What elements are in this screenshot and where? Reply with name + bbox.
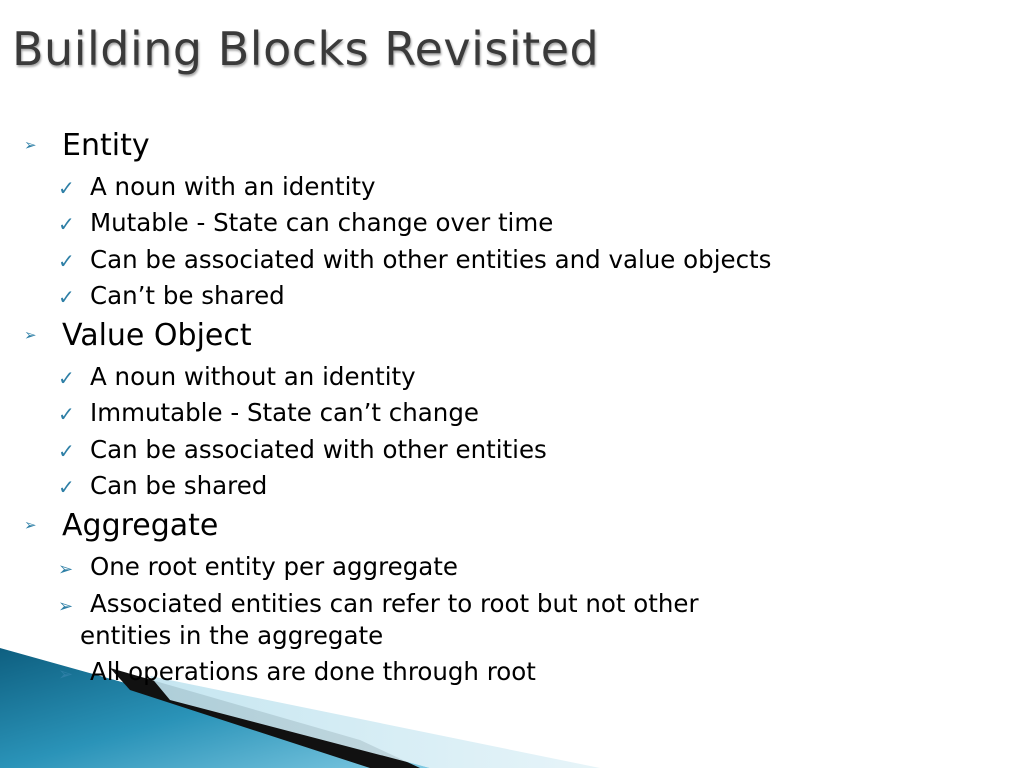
checkmark-icon: ✓	[58, 249, 75, 273]
list-item-text: Associated entities can refer to root but not other	[90, 589, 699, 618]
arrow-bullet-icon: ➢	[24, 325, 37, 344]
checkmark-icon: ✓	[58, 366, 75, 390]
list-item	[58, 588, 699, 623]
slide-title: Building Blocks Revisited	[12, 22, 600, 76]
list-item-text: All operations are done through root	[90, 657, 536, 686]
list-item	[58, 171, 375, 204]
list-item	[58, 244, 771, 277]
section-label: Entity	[62, 128, 150, 163]
list-item-text: entities in the aggregate	[80, 621, 384, 650]
list-item	[58, 207, 553, 240]
checkmark-icon: ✓	[58, 439, 75, 463]
checkmark-icon: ✓	[58, 212, 75, 236]
list-item-text: One root entity per aggregate	[90, 552, 458, 581]
arrow-bullet-icon: ➢	[24, 515, 37, 534]
arrow-bullet-icon: ➢	[24, 135, 37, 154]
list-item	[58, 397, 479, 430]
list-item	[58, 656, 536, 691]
list-item-text: A noun with an identity	[90, 172, 376, 201]
list-item-text: Mutable - State can change over time	[90, 208, 554, 237]
checkmark-icon: ✓	[58, 176, 75, 200]
list-item	[58, 434, 547, 467]
section-label: Aggregate	[62, 508, 219, 543]
list-item-text: Can be associated with other entities	[90, 435, 547, 464]
list-item-continuation	[80, 620, 383, 652]
section-label: Value Object	[62, 318, 252, 353]
arrow-bullet-icon: ➢	[58, 664, 74, 685]
arrow-bullet-icon: ➢	[58, 596, 74, 617]
list-item-text: Can be shared	[90, 471, 268, 500]
arrow-bullet-icon: ➢	[58, 559, 74, 580]
list-item-text: Immutable - State can’t change	[90, 398, 479, 427]
list-item	[58, 361, 416, 394]
list-item	[58, 551, 458, 586]
list-item-text: A noun without an identity	[90, 362, 416, 391]
section-heading-value-object	[24, 318, 252, 353]
checkmark-icon: ✓	[58, 402, 75, 426]
list-item-text: Can’t be shared	[90, 281, 285, 310]
list-item	[58, 280, 285, 313]
checkmark-icon: ✓	[58, 285, 75, 309]
list-item-text: Can be associated with other entities and value objects	[90, 245, 772, 274]
list-item	[58, 470, 267, 503]
section-heading-entity	[24, 128, 150, 163]
section-heading-aggregate	[24, 508, 218, 543]
checkmark-icon: ✓	[58, 475, 75, 499]
